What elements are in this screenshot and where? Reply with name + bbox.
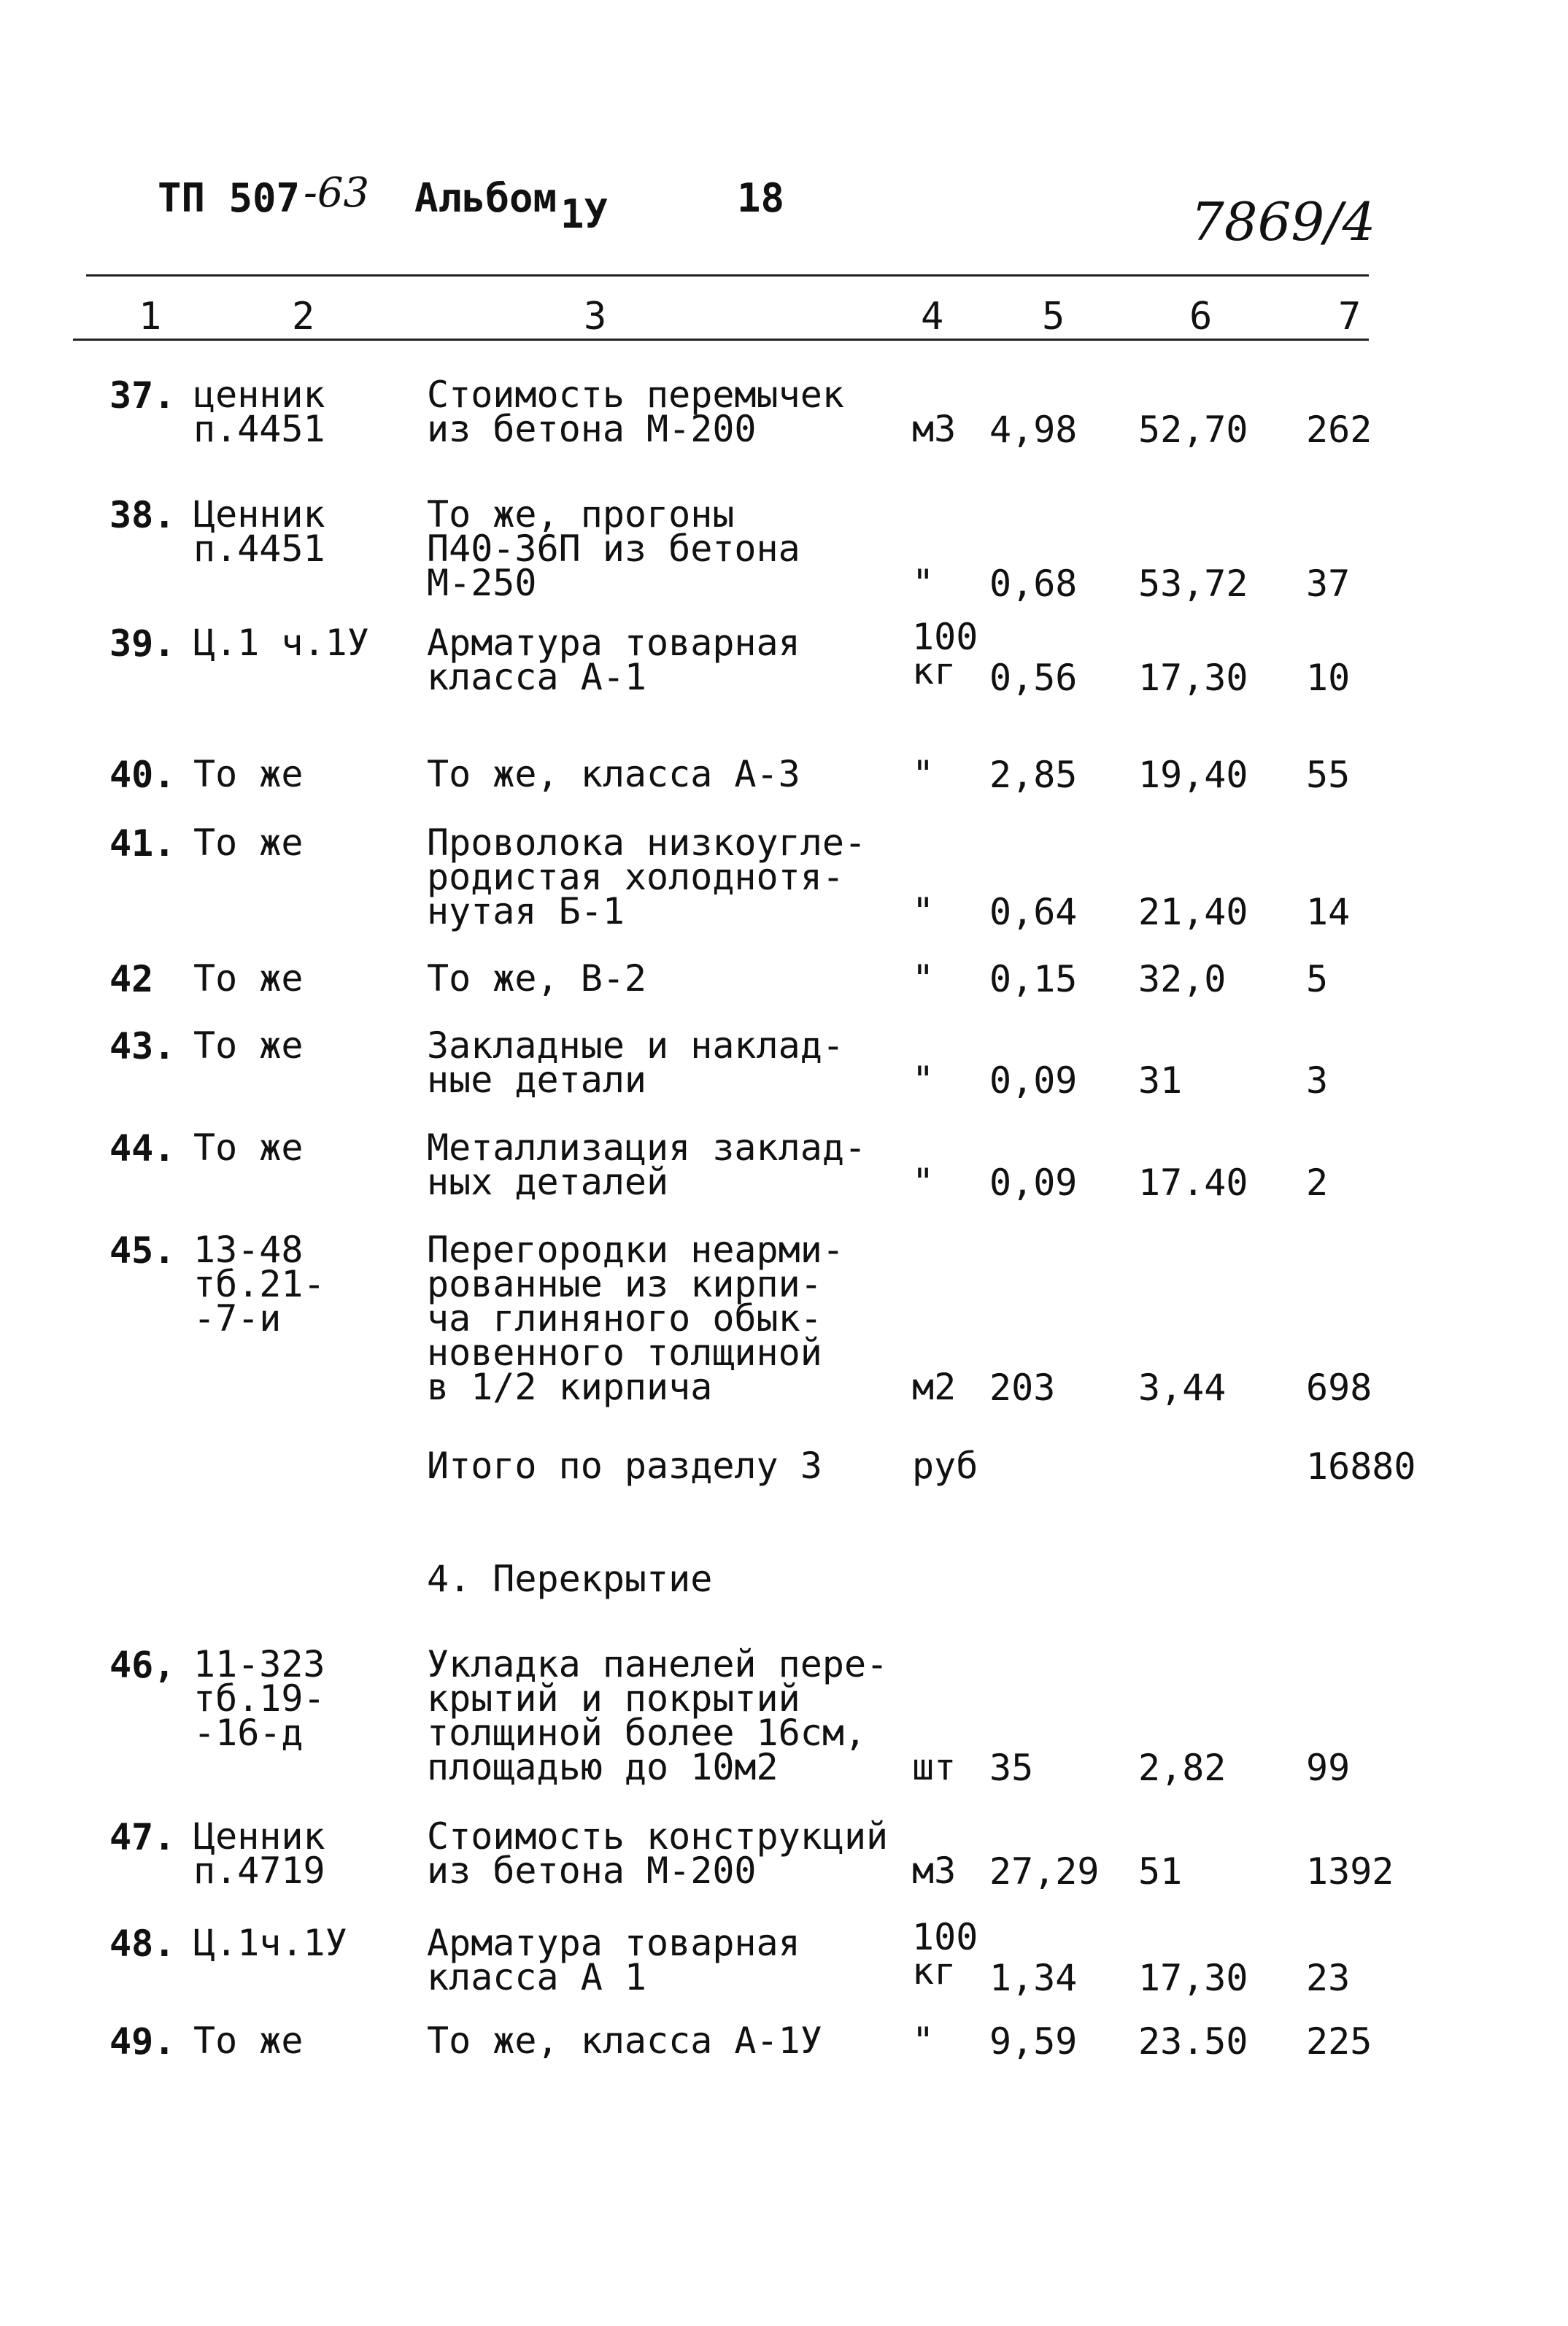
price-reference: Ц.1 ч.1У — [193, 622, 369, 664]
column-rule — [73, 339, 1369, 341]
unit: " — [912, 753, 935, 795]
unit: руб — [912, 1445, 978, 1487]
unit-price: 23.50 — [1138, 2020, 1248, 2063]
total-cost: 1392 — [1306, 1850, 1394, 1893]
unit-price: 19,40 — [1138, 754, 1248, 796]
work-description: Проволока низкоугле- родистая холоднотя- нутая Б-1 — [427, 822, 867, 932]
row-number: 37. — [109, 374, 176, 417]
price-reference: ценник п.4451 — [193, 374, 325, 450]
project-code: ТП 507 — [158, 175, 301, 221]
total-cost: 99 — [1306, 1747, 1351, 1789]
unit: 100 кг — [912, 1916, 978, 1993]
price-reference: То же — [193, 753, 304, 795]
price-reference: Ценник п.4451 — [193, 493, 325, 570]
quantity: 35 — [989, 1747, 1034, 1789]
unit: " — [912, 1161, 935, 1203]
quantity: 2,85 — [989, 754, 1078, 796]
work-description: Арматура товарная класса А 1 — [427, 1922, 800, 1998]
unit: 100 кг — [912, 616, 978, 692]
unit-price: 52,70 — [1138, 409, 1248, 451]
unit-price: 17.40 — [1138, 1162, 1248, 1204]
column-number: 3 — [584, 295, 607, 339]
quantity: 0,68 — [989, 563, 1078, 605]
row-number: 40. — [109, 754, 176, 796]
unit-price: 31 — [1138, 1059, 1183, 1102]
unit-price: 3,44 — [1138, 1367, 1227, 1409]
quantity: 0,64 — [989, 891, 1078, 933]
total-cost: 37 — [1306, 563, 1351, 605]
unit: шт — [912, 1746, 957, 1788]
price-reference: Ц.1ч.1У — [193, 1922, 347, 1964]
quantity: 0,15 — [989, 958, 1078, 1000]
unit: м3 — [912, 408, 957, 450]
unit-price: 2,82 — [1138, 1747, 1227, 1789]
quantity: 9,59 — [989, 2020, 1078, 2063]
total-cost: 2 — [1306, 1162, 1329, 1204]
price-reference: 13-48 тб.21- -7-и — [193, 1229, 325, 1340]
total-cost: 262 — [1306, 409, 1372, 451]
unit: " — [912, 890, 935, 932]
row-number: 41. — [109, 822, 176, 865]
work-description: То же, прогоны П40-36П из бетона М-250 — [427, 493, 800, 604]
row-number: 48. — [109, 1923, 176, 1965]
total-cost: 14 — [1306, 891, 1351, 933]
project-suffix: -63 — [304, 169, 370, 217]
quantity: 0,09 — [989, 1162, 1078, 1204]
price-reference: То же — [193, 1127, 304, 1169]
work-description: Арматура товарная класса А-1 — [427, 622, 800, 698]
unit-price: 51 — [1138, 1850, 1183, 1893]
work-description: Стоимость конструкций из бетона М-200 — [427, 1815, 889, 1892]
work-description: Стоимость перемычек из бетона М-200 — [427, 374, 844, 450]
quantity: 1,34 — [989, 1957, 1078, 1999]
album-number: 1У — [560, 191, 609, 237]
work-description: Итого по разделу 3 — [427, 1445, 822, 1487]
price-reference: То же — [193, 822, 304, 864]
column-number: 5 — [1042, 295, 1065, 339]
row-number: 45. — [109, 1229, 176, 1272]
quantity: 0,56 — [989, 657, 1078, 699]
unit: " — [912, 957, 935, 1000]
total-cost: 10 — [1306, 657, 1351, 699]
section-heading: 4. Перекрытие — [427, 1558, 713, 1600]
row-number: 47. — [109, 1816, 176, 1858]
row-number: 46, — [109, 1644, 176, 1686]
unit: м3 — [912, 1850, 957, 1892]
quantity: 4,98 — [989, 409, 1078, 451]
unit: " — [912, 2020, 935, 2062]
work-description: Закладные и наклад- ные детали — [427, 1024, 844, 1101]
row-number: 38. — [109, 494, 176, 536]
quantity: 0,09 — [989, 1059, 1078, 1102]
price-reference: То же — [193, 2020, 304, 2062]
price-reference: Ценник п.4719 — [193, 1815, 325, 1892]
price-reference: 11-323 тб.19- -16-д — [193, 1643, 325, 1754]
total-cost: 16880 — [1306, 1445, 1416, 1488]
unit: " — [912, 1059, 935, 1101]
column-number: 4 — [921, 295, 944, 339]
column-number: 2 — [292, 295, 315, 339]
price-reference: То же — [193, 957, 304, 1000]
header-rule — [86, 274, 1369, 277]
total-cost: 23 — [1306, 1957, 1351, 1999]
work-description: То же, класса А-1У — [427, 2020, 822, 2062]
unit-price: 21,40 — [1138, 891, 1248, 933]
total-cost: 55 — [1306, 754, 1351, 796]
work-description: То же, класса А-3 — [427, 753, 800, 795]
work-description: Металлизация заклад- ных деталей — [427, 1127, 867, 1203]
total-cost: 225 — [1306, 2020, 1372, 2063]
unit-price: 17,30 — [1138, 1957, 1248, 1999]
price-reference: То же — [193, 1024, 304, 1067]
row-number: 42 — [109, 958, 154, 1000]
quantity: 27,29 — [989, 1850, 1100, 1893]
unit-price: 17,30 — [1138, 657, 1248, 699]
unit: м2 — [912, 1366, 957, 1408]
column-number: 6 — [1189, 295, 1213, 339]
work-description: Перегородки неарми- рованные из кирпи- ча глиняного обык- новенного толщиной в 1/2 кирпича — [427, 1229, 844, 1408]
row-number: 39. — [109, 622, 176, 665]
row-number: 49. — [109, 2020, 176, 2063]
page-number: 18 — [737, 175, 785, 221]
album-label: Альбом — [414, 175, 557, 221]
column-number: 7 — [1338, 295, 1362, 339]
total-cost: 5 — [1306, 958, 1329, 1000]
total-cost: 698 — [1306, 1367, 1372, 1409]
row-number: 43. — [109, 1025, 176, 1067]
unit: " — [912, 562, 935, 604]
total-cost: 3 — [1306, 1059, 1329, 1102]
archive-number: 7869/4 — [1191, 191, 1376, 252]
unit-price: 53,72 — [1138, 563, 1248, 605]
column-number: 1 — [139, 295, 162, 339]
row-number: 44. — [109, 1127, 176, 1170]
work-description: То же, В-2 — [427, 957, 647, 1000]
work-description: Укладка панелей пере- крытий и покрытий толщиной более 16см, площадью до 10м2 — [427, 1643, 889, 1788]
unit-price: 32,0 — [1138, 958, 1227, 1000]
quantity: 203 — [989, 1367, 1056, 1409]
